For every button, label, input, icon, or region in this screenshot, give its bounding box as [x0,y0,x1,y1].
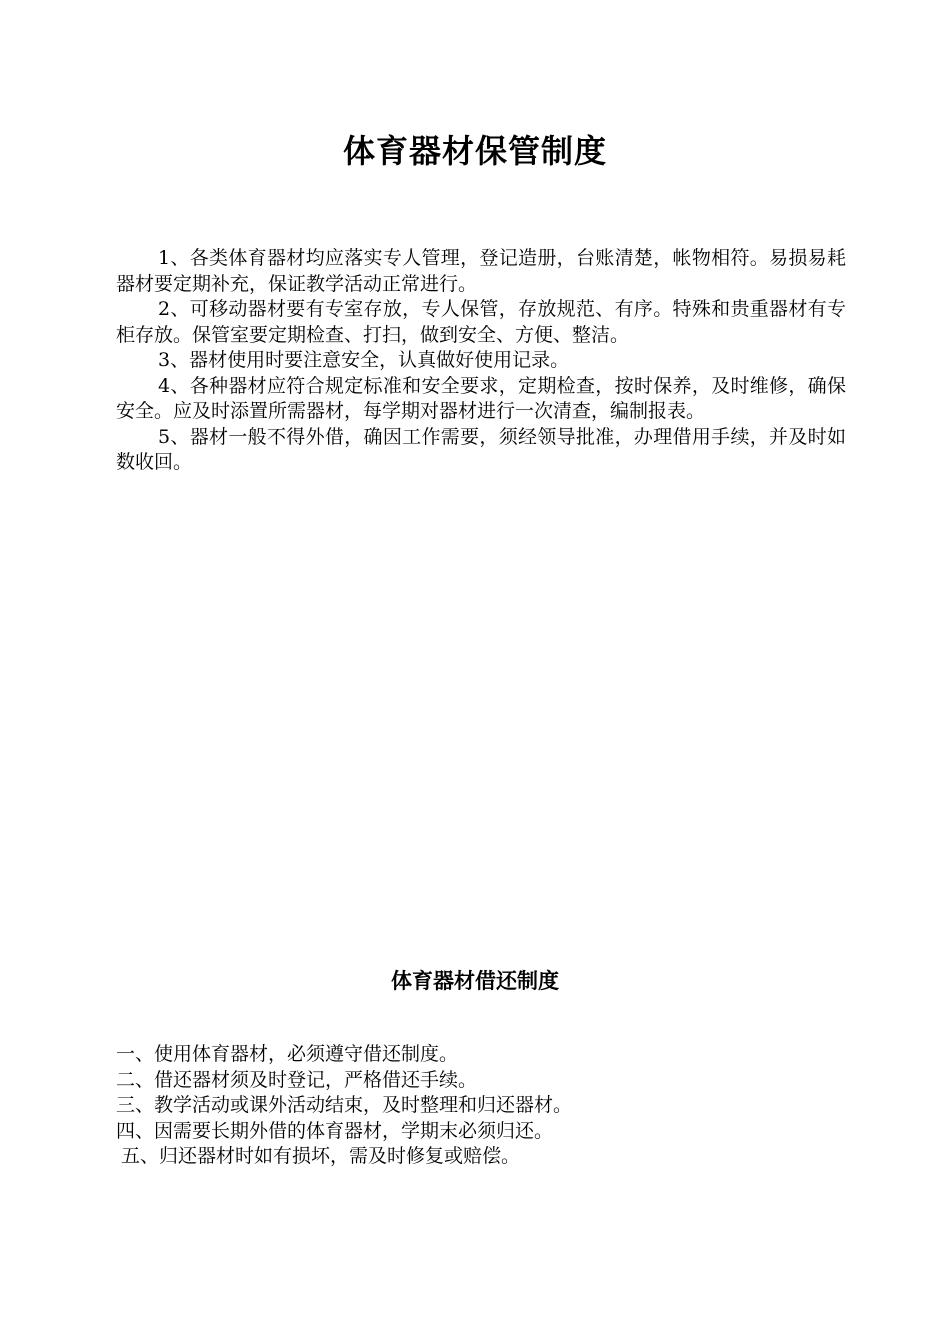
loan-rule-2: 二、借还器材须及时登记，严格借还手续。 [116,1068,478,1091]
loan-rule-1: 一、使用体育器材，必须遵守借还制度。 [116,1043,459,1065]
loan-rule-4: 四、因需要长期外借的体育器材，学期末必须归还。 [116,1119,554,1142]
loan-rules [116,1042,846,1170]
rule-paragraph-2: 2、可移动器材要有专室存放，专人保管，存放规范、有序。特殊和贵重器材有专柜存放。保管室要定期检查、打扫，做到安全、方便、整洁。 [116,298,846,346]
storage-rules [116,246,846,476]
section-title: 体育器材借还制度 [391,968,559,993]
page-title: 体育器材保管制度 [342,132,607,170]
rule-paragraph-4: 4、各种器材应符合规定标准和安全要求，定期检查，按时保养，及时维修，确保安全。应及时添置所需器材，每学期对器材进行一次清查，编制报表。 [116,374,846,422]
rule-paragraph-3: 3、器材使用时要注意安全，认真做好使用记录。 [158,349,570,371]
rule-paragraph-5: 5、器材一般不得外借，确因工作需要，须经领导批准，办理借用手续，并及时如数收回。 [116,425,846,473]
loan-rule-5: 五、归还器材时如有损坏，需及时修复或赔偿。 [121,1145,521,1167]
rule-paragraph-1: 1、各类体育器材均应落实专人管理，登记造册，台账清楚，帐物相符。易损易耗器材要定期补充，保证教学活动正常进行。 [116,247,846,295]
loan-rule-3: 三、教学活动或课外活动结束，及时整理和归还器材。 [116,1094,573,1116]
